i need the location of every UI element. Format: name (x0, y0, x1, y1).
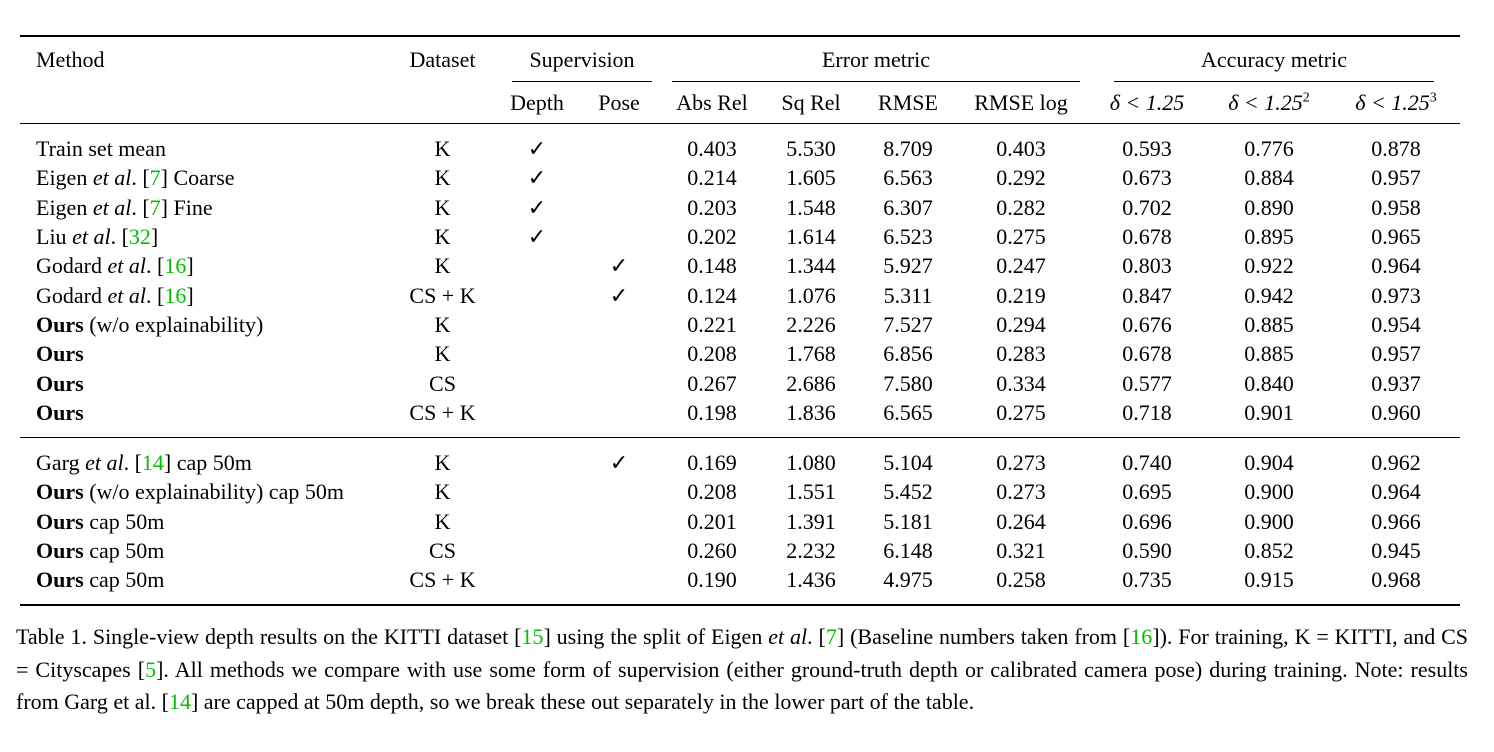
delta-2-cell: 0.942 (1244, 282, 1294, 308)
header-delta-3: $\delta < 1.25^3$ (1355, 89, 1437, 115)
dataset-cell: CS + K (409, 399, 476, 425)
delta-2-cell: 0.904 (1244, 450, 1294, 476)
delta-1-cell: 0.695 (1122, 479, 1172, 505)
delta-3-cell: 0.957 (1371, 165, 1421, 191)
text-segment: Godard (36, 282, 108, 308)
delta-3-cell: 0.965 (1371, 224, 1421, 250)
rmse-cell: 6.523 (883, 224, 933, 250)
table-caption (16, 621, 1468, 719)
depth-supervision-cell (500, 280, 574, 309)
delta-3-cell: 0.960 (1371, 399, 1421, 425)
text-segment: et al (92, 194, 132, 220)
abs-rel-cell: 0.267 (687, 370, 737, 396)
delta-1-cell: 0.803 (1122, 253, 1172, 279)
rmse-log-cell: 0.283 (996, 341, 1046, 367)
rmse-cell: 6.563 (883, 165, 933, 191)
delta-1-cell: 0.593 (1122, 136, 1172, 162)
dataset-cell: K (434, 341, 451, 367)
abs-rel-cell: 0.148 (687, 253, 737, 279)
delta-1-cell: 0.718 (1122, 399, 1172, 425)
check-icon: ✓ (609, 253, 629, 279)
delta-2-cell: 0.890 (1244, 194, 1294, 220)
citation-link[interactable]: 14 (168, 689, 191, 714)
rmse-cell: 6.565 (883, 399, 933, 425)
method-cell (20, 477, 385, 506)
rmse-cell: 5.104 (883, 450, 933, 476)
text-segment: ]). For training, K = KITTI, and CS = Cityscapes [ (16, 624, 1469, 682)
sq-rel-cell: 1.344 (786, 253, 836, 279)
text-segment: Ours (36, 399, 84, 425)
rmse-cell: 5.452 (883, 479, 933, 505)
header-supervision: Supervision (500, 36, 664, 82)
table-row (20, 507, 1460, 536)
header-accuracy-metric: Accuracy metric (1088, 36, 1460, 82)
delta-3-cell: 0.966 (1371, 508, 1421, 534)
depth-supervision-cell (500, 448, 574, 477)
method-cell (20, 163, 385, 192)
table-row (20, 565, 1460, 594)
depth-supervision-cell (500, 134, 574, 163)
header-dataset: Dataset (409, 46, 476, 72)
header-depth: Depth (510, 89, 564, 115)
header-delta-2: $\delta < 1.25^2$ (1228, 89, 1310, 115)
method-cell (20, 398, 385, 427)
check-icon: ✓ (527, 194, 547, 220)
delta-1-cell: 0.590 (1122, 538, 1172, 563)
delta-2-cell: 0.885 (1244, 311, 1294, 337)
text-segment: Ours (36, 538, 84, 563)
text-segment: . [ (110, 224, 129, 250)
rmse-log-cell: 0.219 (996, 282, 1046, 308)
pose-supervision-cell (574, 398, 664, 427)
rmse-log-cell: 0.275 (996, 399, 1046, 425)
table-row (20, 339, 1460, 368)
rmse-log-cell: 0.258 (996, 567, 1046, 593)
rmse-log-cell: 0.321 (996, 538, 1046, 563)
dataset-cell: K (434, 508, 451, 534)
header-error-metric: Error metric (664, 36, 1088, 82)
depth-supervision-cell (500, 507, 574, 536)
dataset-cell: CS (429, 370, 456, 396)
delta-2-cell: 0.901 (1244, 399, 1294, 425)
delta-3-cell: 0.964 (1371, 479, 1421, 505)
delta-1-cell: 0.678 (1122, 341, 1172, 367)
delta-3-cell: 0.937 (1371, 370, 1421, 396)
text-segment: cap 50m (83, 567, 165, 593)
citation-link[interactable]: 15 (521, 624, 544, 649)
rmse-cell: 5.181 (883, 508, 933, 534)
text-segment: ] Coarse (160, 165, 235, 191)
pose-supervision-cell (574, 565, 664, 594)
delta-1-cell: 0.847 (1122, 282, 1172, 308)
table-body (20, 124, 1460, 606)
citation-link[interactable]: 16 (164, 282, 187, 308)
rmse-log-cell: 0.294 (996, 311, 1046, 337)
dataset-cell: K (434, 224, 451, 250)
text-segment: ] using the split of Eigen (543, 624, 769, 649)
text-segment: et al (72, 224, 111, 250)
text-segment: Table 1. Single-view depth results on the KITTI dataset [ (16, 624, 522, 649)
depth-supervision-cell (500, 398, 574, 427)
text-segment: ] (186, 282, 194, 308)
delta-3-cell: 0.954 (1371, 311, 1421, 337)
delta-1-cell: 0.696 (1122, 508, 1172, 534)
header-rmse-log: RMSE log (974, 89, 1068, 115)
delta-1-cell: 0.702 (1122, 194, 1172, 220)
sq-rel-cell: 1.836 (786, 399, 836, 425)
text-segment: ] (Baseline numbers taken from [ (836, 624, 1131, 649)
depth-supervision-cell (500, 477, 574, 506)
abs-rel-cell: 0.201 (687, 508, 737, 534)
dataset-cell: K (434, 311, 451, 337)
text-segment: Godard (36, 253, 108, 279)
citation-link[interactable]: 16 (164, 253, 187, 279)
delta-3-cell: 0.973 (1371, 282, 1421, 308)
text-segment: Ours (36, 370, 84, 396)
dataset-cell: CS (429, 538, 456, 563)
text-segment: ] (186, 253, 194, 279)
rmse-log-cell: 0.264 (996, 508, 1046, 534)
method-cell (20, 368, 385, 397)
sq-rel-cell: 1.551 (786, 479, 836, 505)
depth-supervision-cell (500, 339, 574, 368)
text-segment: et al (85, 450, 124, 476)
sq-rel-cell: 1.436 (786, 567, 836, 593)
abs-rel-cell: 0.214 (687, 165, 737, 191)
text-segment: ]. All methods we compare with use some form of supervision (either ground-truth depth or calibrated camera pose) during training. Note: results from Garg et al. [ (16, 656, 1468, 714)
dataset-cell: CS + K (409, 567, 476, 593)
abs-rel-cell: 0.124 (687, 282, 737, 308)
rmse-cell: 4.975 (883, 567, 933, 593)
header-delta-1: δ < 1.25 (1109, 89, 1185, 115)
method-cell (20, 536, 385, 565)
text-segment: . [ (123, 450, 142, 476)
dataset-cell: K (434, 194, 451, 220)
sq-rel-cell: 5.530 (786, 136, 836, 162)
text-segment: Ours (36, 341, 84, 367)
delta-2-cell: 0.840 (1244, 370, 1294, 396)
rmse-cell: 7.580 (883, 370, 933, 396)
abs-rel-cell: 0.208 (687, 479, 737, 505)
citation-link[interactable]: 7 (149, 165, 161, 191)
abs-rel-cell: 0.260 (687, 538, 737, 563)
table-row (20, 448, 1460, 477)
header-sq-rel: Sq Rel (781, 89, 841, 115)
depth-supervision-cell (500, 565, 574, 594)
pose-supervision-cell (574, 251, 664, 280)
text-segment: et al (107, 253, 146, 279)
method-cell (20, 448, 385, 477)
text-segment: . [ (807, 624, 826, 649)
text-segment: cap 50m (83, 538, 165, 563)
text-segment: Eigen (36, 194, 93, 220)
abs-rel-cell: 0.169 (687, 450, 737, 476)
rmse-cell: 6.856 (883, 341, 933, 367)
table-row (20, 280, 1460, 309)
header-pose: Pose (598, 89, 640, 115)
delta-2-cell: 0.900 (1244, 479, 1294, 505)
text-segment: (w/o explainability) cap 50m (83, 479, 344, 505)
text-segment: et al (768, 624, 808, 649)
pose-supervision-cell (574, 310, 664, 339)
rmse-log-cell: 0.273 (996, 450, 1046, 476)
pose-supervision-cell (574, 280, 664, 309)
text-segment: (w/o explainability) (83, 311, 264, 337)
text-segment: Garg (36, 450, 86, 476)
citation-link[interactable]: 7 (825, 624, 837, 649)
method-cell (20, 310, 385, 339)
delta-1-cell: 0.673 (1122, 165, 1172, 191)
depth-supervision-cell (500, 222, 574, 251)
dataset-cell: K (434, 136, 451, 162)
method-cell (20, 134, 385, 163)
rmse-cell: 6.148 (883, 538, 933, 563)
text-segment: . [ (145, 282, 165, 308)
delta-2-cell: 0.922 (1244, 253, 1294, 279)
dataset-cell: K (434, 479, 451, 505)
text-segment: Ours (36, 508, 84, 534)
sq-rel-cell: 1.614 (786, 224, 836, 250)
delta-1-cell: 0.676 (1122, 311, 1172, 337)
table-row (20, 163, 1460, 192)
pose-supervision-cell (574, 193, 664, 222)
sq-rel-cell: 1.391 (786, 508, 836, 534)
depth-supervision-cell (500, 368, 574, 397)
pose-supervision-cell (574, 134, 664, 163)
abs-rel-cell: 0.403 (687, 136, 737, 162)
sq-rel-cell: 1.605 (786, 165, 836, 191)
rmse-cell: 5.927 (883, 253, 933, 279)
abs-rel-cell: 0.190 (687, 567, 737, 593)
text-segment: ] are capped at 50m depth, so we break these out separately in the lower part of the table. (190, 689, 975, 714)
text-segment: . [ (145, 253, 165, 279)
rmse-log-cell: 0.275 (996, 224, 1046, 250)
header-rmse: RMSE (878, 89, 938, 115)
rmse-log-cell: 0.292 (996, 165, 1046, 191)
depth-supervision-cell (500, 251, 574, 280)
table-row (20, 477, 1460, 506)
delta-3-cell: 0.962 (1371, 450, 1421, 476)
pose-supervision-cell (574, 368, 664, 397)
results-table (20, 35, 1460, 606)
text-segment: ] cap 50m (163, 450, 252, 476)
rmse-log-cell: 0.403 (996, 136, 1046, 162)
method-cell (20, 280, 385, 309)
text-segment: ] Fine (160, 194, 213, 220)
delta-2-cell: 0.895 (1244, 224, 1294, 250)
delta-2-cell: 0.852 (1244, 538, 1294, 563)
delta-1-cell: 0.678 (1122, 224, 1172, 250)
text-segment: Ours (36, 311, 84, 337)
pose-supervision-cell (574, 536, 664, 565)
method-cell (20, 507, 385, 536)
delta-1-cell: 0.577 (1122, 370, 1172, 396)
table-row (20, 134, 1460, 163)
method-cell (20, 251, 385, 280)
rmse-log-cell: 0.334 (996, 370, 1046, 396)
table-row (20, 398, 1460, 427)
text-segment: Liu (36, 224, 73, 250)
dataset-cell: K (434, 253, 451, 279)
method-cell (20, 339, 385, 368)
text-segment: Train set mean (36, 136, 166, 162)
abs-rel-cell: 0.208 (687, 341, 737, 367)
citation-link[interactable]: 32 (128, 224, 151, 250)
pose-supervision-cell (574, 339, 664, 368)
check-icon: ✓ (609, 282, 629, 308)
rmse-log-cell: 0.282 (996, 194, 1046, 220)
pose-supervision-cell (574, 448, 664, 477)
check-icon: ✓ (609, 450, 629, 476)
header-abs-rel: Abs Rel (676, 89, 748, 115)
method-cell (20, 222, 385, 251)
depth-supervision-cell (500, 163, 574, 192)
method-cell (20, 565, 385, 594)
table-row (20, 310, 1460, 339)
delta-2-cell: 0.776 (1244, 136, 1294, 162)
sq-rel-cell: 1.548 (786, 194, 836, 220)
delta-3-cell: 0.968 (1371, 567, 1421, 593)
text-segment: Ours (36, 567, 84, 593)
method-cell (20, 193, 385, 222)
delta-1-cell: 0.735 (1122, 567, 1172, 593)
delta-3-cell: 0.878 (1371, 136, 1421, 162)
rmse-cell: 8.709 (883, 136, 933, 162)
pose-supervision-cell (574, 507, 664, 536)
table-row (20, 368, 1460, 397)
delta-3-cell: 0.957 (1371, 341, 1421, 367)
delta-2-cell: 0.884 (1244, 165, 1294, 191)
delta-2-cell: 0.885 (1244, 341, 1294, 367)
pose-supervision-cell (574, 163, 664, 192)
dataset-cell: CS + K (409, 282, 476, 308)
text-segment: . [ (131, 194, 150, 220)
dataset-cell: K (434, 450, 451, 476)
delta-2-cell: 0.900 (1244, 508, 1294, 534)
text-segment: Ours (36, 479, 84, 505)
delta-3-cell: 0.958 (1371, 194, 1421, 220)
sq-rel-cell: 1.768 (786, 341, 836, 367)
pose-supervision-cell (574, 477, 664, 506)
check-icon: ✓ (527, 224, 547, 250)
citation-link[interactable]: 16 (1130, 624, 1153, 649)
sq-rel-cell: 1.080 (786, 450, 836, 476)
check-icon: ✓ (527, 165, 547, 191)
rmse-log-cell: 0.273 (996, 479, 1046, 505)
rmse-cell: 6.307 (883, 194, 933, 220)
text-segment: . [ (131, 165, 150, 191)
text-segment: ] (150, 224, 159, 250)
rmse-cell: 5.311 (883, 282, 933, 308)
table-row (20, 222, 1460, 251)
delta-3-cell: 0.964 (1371, 253, 1421, 279)
text-segment: et al (92, 165, 132, 191)
delta-3-cell: 0.945 (1371, 538, 1421, 563)
citation-link[interactable]: 5 (145, 656, 157, 682)
abs-rel-cell: 0.198 (687, 399, 737, 425)
check-icon: ✓ (527, 136, 547, 162)
depth-supervision-cell (500, 193, 574, 222)
text-segment: cap 50m (83, 508, 165, 534)
table-row (20, 193, 1460, 222)
header-method: Method (36, 46, 105, 72)
depth-supervision-cell (500, 536, 574, 565)
depth-supervision-cell (500, 310, 574, 339)
citation-link[interactable]: 14 (141, 450, 164, 476)
rmse-log-cell: 0.247 (996, 253, 1046, 279)
table-row (20, 251, 1460, 280)
delta-1-cell: 0.740 (1122, 450, 1172, 476)
abs-rel-cell: 0.221 (687, 311, 737, 337)
rmse-cell: 7.527 (883, 311, 933, 337)
delta-2-cell: 0.915 (1244, 567, 1294, 593)
sq-rel-cell: 2.686 (786, 370, 836, 396)
sq-rel-cell: 2.232 (786, 538, 836, 563)
abs-rel-cell: 0.202 (687, 224, 737, 250)
abs-rel-cell: 0.203 (687, 194, 737, 220)
citation-link[interactable]: 7 (149, 194, 161, 220)
sq-rel-cell: 2.226 (786, 311, 836, 337)
text-segment: Eigen (36, 165, 93, 191)
sq-rel-cell: 1.076 (786, 282, 836, 308)
dataset-cell: K (434, 165, 451, 191)
text-segment: et al (107, 282, 146, 308)
table-row (20, 536, 1460, 565)
pose-supervision-cell (574, 222, 664, 251)
